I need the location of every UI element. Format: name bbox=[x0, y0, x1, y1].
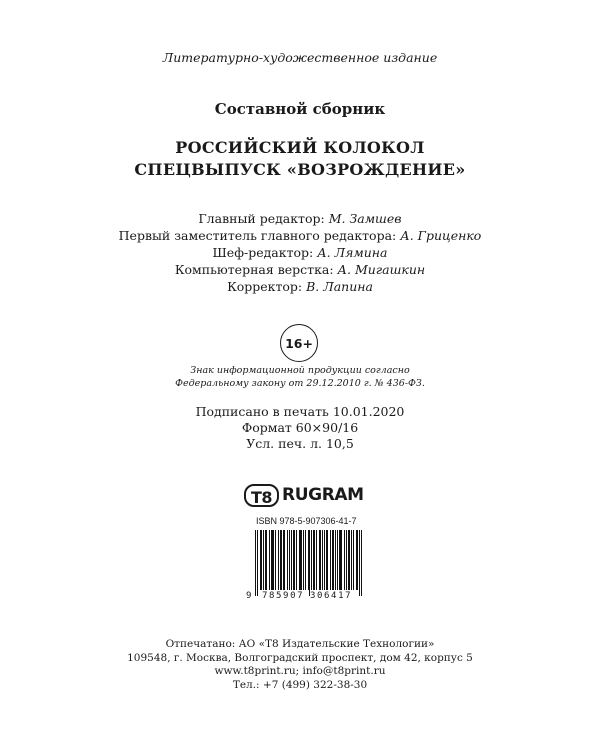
barcode-bar bbox=[326, 530, 327, 590]
barcode-bar bbox=[284, 530, 285, 590]
barcode-bar bbox=[320, 530, 321, 590]
barcode-bar bbox=[356, 530, 357, 590]
barcode-bar bbox=[293, 530, 294, 590]
barcode-digits-right: 306417 bbox=[310, 591, 353, 601]
barcode-bar bbox=[287, 530, 288, 590]
staff-name: А. Мигашкин bbox=[337, 262, 426, 277]
age-note-line: Знак информационной продукции согласно bbox=[190, 365, 410, 376]
barcode-bar bbox=[305, 530, 306, 590]
staff-row bbox=[0, 210, 600, 227]
barcode-bar bbox=[357, 530, 358, 590]
staff-role: Корректор: bbox=[227, 279, 303, 294]
age-rating-note bbox=[0, 364, 600, 390]
barcode-bar bbox=[341, 530, 342, 590]
barcode-bar bbox=[294, 530, 295, 590]
barcode-bar bbox=[324, 530, 325, 590]
staff-row bbox=[0, 244, 600, 261]
barcode-digits-left: 785907 bbox=[262, 591, 305, 601]
barcode-bar bbox=[313, 530, 314, 590]
staff-role: Главный редактор: bbox=[198, 211, 325, 226]
logo-word: RUGRAM bbox=[282, 485, 364, 505]
edition-type: Литературно-художественное издание bbox=[162, 50, 438, 65]
barcode-bar bbox=[348, 530, 349, 590]
staff-role: Шеф-редактор: bbox=[212, 245, 314, 260]
barcode-bar bbox=[308, 530, 309, 590]
barcode-bar bbox=[332, 530, 333, 590]
barcode-bar bbox=[266, 530, 267, 590]
staff-role: Компьютерная верстка: bbox=[174, 262, 334, 277]
barcode-bar bbox=[301, 530, 302, 590]
barcode-digit-first: 9 bbox=[246, 591, 254, 601]
barcode-bar bbox=[273, 530, 274, 590]
staff-name: В. Лапина bbox=[306, 279, 373, 294]
book-title-line2: СПЕЦВЫПУСК «ВОЗРОЖДЕНИЕ» bbox=[134, 160, 466, 179]
printer-info bbox=[0, 638, 600, 692]
isbn-label: ISBN 978-5-907306-41-7 bbox=[256, 516, 357, 526]
barcode-bar bbox=[269, 530, 270, 590]
barcode-bar bbox=[271, 530, 272, 590]
barcode-bar bbox=[272, 530, 273, 590]
isbn-barcode bbox=[253, 530, 363, 600]
printer-line: Отпечатано: АО «Т8 Издательские Технологии» bbox=[165, 638, 435, 650]
barcode-bar bbox=[353, 530, 354, 590]
barcode-bar bbox=[344, 530, 345, 590]
barcode-bar bbox=[322, 530, 323, 590]
barcode-bar bbox=[330, 530, 331, 590]
barcode-bar bbox=[291, 530, 292, 590]
barcode-bar bbox=[265, 530, 266, 590]
print-details bbox=[0, 404, 600, 452]
signed-date: Подписано в печать 10.01.2020 bbox=[195, 404, 405, 419]
barcode-bar bbox=[278, 530, 279, 590]
barcode-bar bbox=[359, 530, 360, 596]
publisher-logo bbox=[244, 481, 364, 509]
barcode-bar bbox=[255, 530, 256, 596]
print-format: Формат 60×90/16 bbox=[241, 420, 359, 435]
barcode-bar bbox=[281, 530, 282, 590]
printer-line: Тел.: +7 (499) 322-38-30 bbox=[232, 678, 368, 691]
barcode-bar bbox=[311, 530, 312, 590]
barcode-bar bbox=[346, 530, 347, 590]
staff-role: Первый заместитель главного редактора: bbox=[118, 228, 397, 243]
staff-row bbox=[0, 261, 600, 278]
barcode-bar bbox=[257, 530, 258, 596]
barcode-bar bbox=[319, 530, 320, 590]
barcode-bar bbox=[299, 530, 300, 590]
barcode-bar bbox=[283, 530, 284, 590]
barcode-bar bbox=[280, 530, 281, 590]
barcode-bar bbox=[303, 530, 304, 590]
collection-subtitle: Составной сборник bbox=[214, 100, 386, 118]
barcode-bar bbox=[349, 530, 350, 590]
staff-row bbox=[0, 278, 600, 295]
editorial-staff bbox=[0, 210, 600, 295]
printer-line: www.t8print.ru; info@t8print.ru bbox=[214, 665, 386, 677]
barcode-bar bbox=[316, 530, 317, 590]
barcode-bar bbox=[261, 530, 262, 590]
barcode-bar bbox=[289, 530, 290, 590]
staff-name: А. Лямина bbox=[317, 245, 388, 260]
barcode-bar bbox=[337, 530, 338, 590]
print-sheets: Усл. печ. л. 10,5 bbox=[246, 436, 354, 451]
barcode-bar bbox=[260, 530, 261, 590]
staff-name: А. Гриценко bbox=[400, 228, 482, 243]
barcode-bar bbox=[333, 530, 334, 590]
staff-name: М. Замшев bbox=[328, 211, 402, 226]
barcode-bar bbox=[351, 530, 352, 590]
barcode-bar bbox=[296, 530, 297, 590]
age-rating-badge: 16+ bbox=[280, 324, 318, 362]
barcode-bar bbox=[335, 530, 336, 590]
barcode-bar bbox=[327, 530, 328, 590]
barcode-bar bbox=[314, 530, 315, 590]
logo-mark: T8 bbox=[244, 484, 279, 507]
age-note-line: Федеральному закону от 29.12.2010 г. № 436-ФЗ. bbox=[175, 378, 425, 389]
barcode-bar bbox=[275, 530, 276, 590]
barcode-bar bbox=[300, 530, 301, 590]
barcode-bar bbox=[263, 530, 264, 590]
printer-line: 109548, г. Москва, Волгоградский проспект, дом 42, корпус 5 bbox=[127, 651, 473, 664]
staff-row bbox=[0, 227, 600, 244]
book-title-line1: РОССИЙСКИЙ КОЛОКОЛ bbox=[175, 138, 425, 157]
barcode-bar bbox=[339, 530, 340, 590]
barcode-bar bbox=[361, 530, 362, 596]
barcode-bar bbox=[340, 530, 341, 590]
barcode-bar bbox=[309, 530, 310, 596]
